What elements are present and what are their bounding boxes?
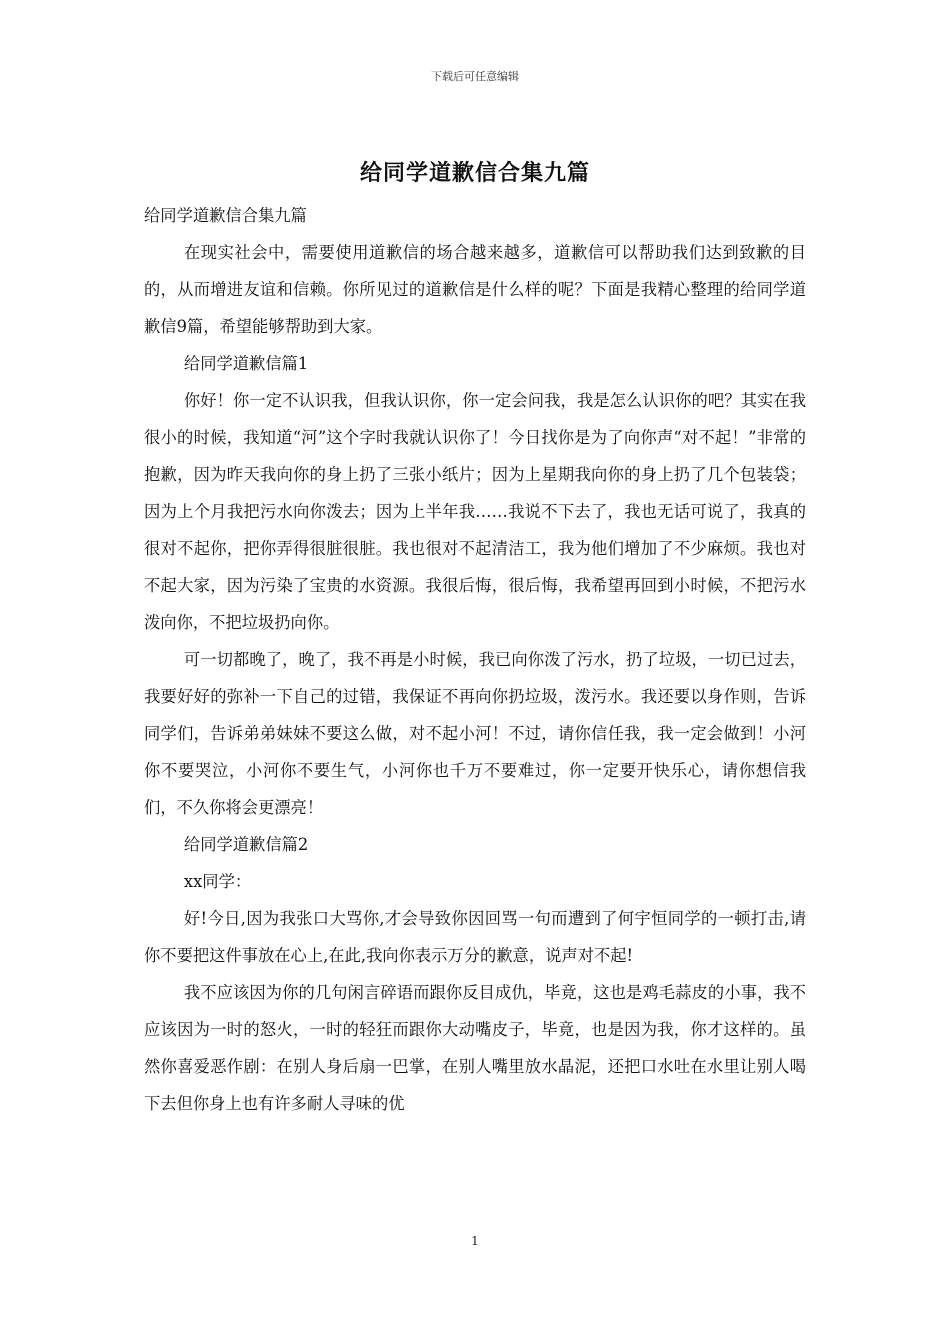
header-note: 下载后可任意编辑 bbox=[431, 70, 519, 83]
section-heading-1: 给同学道歉信篇1 bbox=[183, 354, 309, 373]
page-number: 1 bbox=[471, 1234, 479, 1248]
body-paragraph: 我不应该因为你的几句闲言碎语而跟你反目成仇，毕竟，这也是鸡毛蒜皮的小事，我不应该因为一时的怒火，一时的轻狂而跟你大动嘴皮子，毕竟，也是因为我，你才这样的。虽然你喜爱恶作剧：在别人身后扇一巴掌，在别人嘴里放水晶泥，还把口水吐在水里让别人喝下去但你身上也有许多耐人寻味的优 bbox=[144, 983, 806, 1113]
subtitle-paragraph: 给同学道歉信合集九篇 bbox=[144, 206, 307, 225]
body-paragraph: 可一切都晚了，晚了，我不再是小时候，我已向你泼了污水，扔了垃圾，一切已过去，我要好好的弥补一下自己的过错，我保证不再向你扔垃圾，泼污水。我还要以身作则，告诉同学们，告诉弟弟妹妹不要这么做，对不起小河！不过，请你信任我，我一定会做到！小河你不要哭泣，小河你不要生气，小河你也千万不要难过，你一定要开快乐心，请你想信我们，不久你将会更漂亮！ bbox=[144, 650, 806, 817]
document-body bbox=[144, 197, 806, 1122]
section-heading-2: 给同学道歉信篇2 bbox=[183, 835, 309, 854]
document-title: 给同学道歉信合集九篇 bbox=[359, 160, 590, 186]
salutation: xx同学： bbox=[183, 872, 252, 891]
body-paragraph: 你好！你一定不认识我，但我认识你，你一定会问我，我是怎么认识你的吧？其实在我很小的时候，我知道“河”这个字时我就认识你了！今日找你是为了向你声“对不起！”非常的抱歉，因为昨天我向你的身上扔了三张小纸片；因为上星期我向你的身上扔了几个包装袋；因为上个月我把污水向你泼去；因为上半年我……我说不下去了，我也无话可说了，我真的很对不起你，把你弄得很脏很脏。我也很对不起清洁工，我为他们增加了不少麻烦。我也对不起大家，因为污染了宝贵的水资源。我很后悔，很后悔，我希望再回到小时候，不把污水泼向你，不把垃圾扔向你。 bbox=[144, 391, 806, 632]
intro-paragraph: 在现实社会中，需要使用道歉信的场合越来越多，道歉信可以帮助我们达到致歉的目的，从而增进友谊和信赖。你所见过的道歉信是什么样的呢？下面是我精心整理的给同学道歉信9篇，希望能够帮助到大家。 bbox=[144, 243, 806, 336]
body-paragraph: 好!今日,因为我张口大骂你,才会导致你因回骂一句而遭到了何宇恒同学的一顿打击,请你不要把这件事放在心上,在此,我向你表示万分的歉意，说声对不起! bbox=[144, 909, 806, 965]
